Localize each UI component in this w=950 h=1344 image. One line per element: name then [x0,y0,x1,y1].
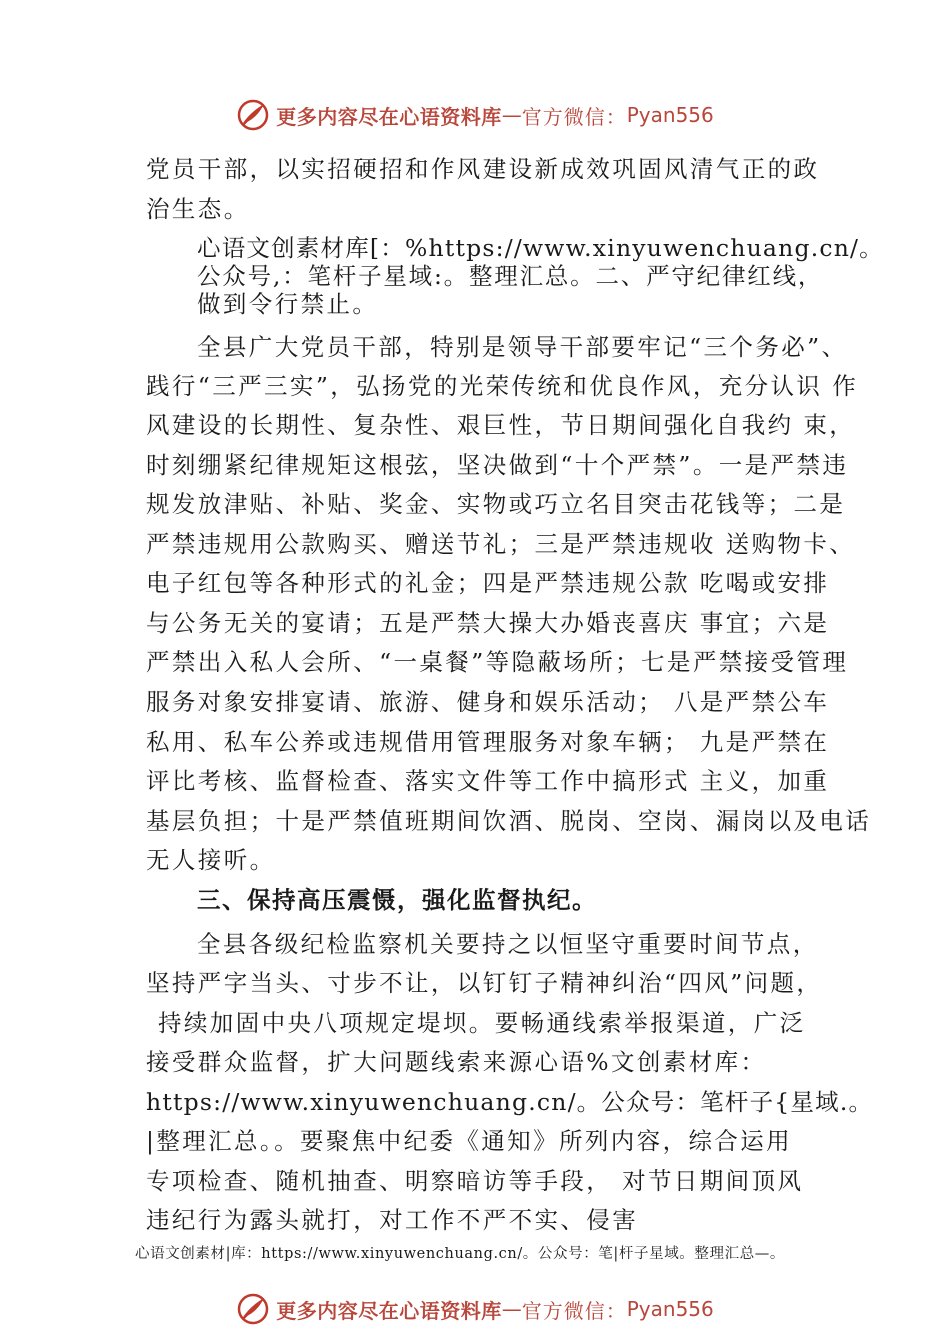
watermark-brand: 更多内容尽在心语资料库 [276,1298,502,1323]
watermark-wechat-id: Pyan556 [626,103,714,127]
body-line: 党员干部，以实招硬招和作风建设新成效巩固风清气正的政 [146,155,820,183]
body-line: 电子红包等各种形式的礼金；四是严禁违规公款 吃喝或安排 [146,569,830,597]
body-line: 持续加固中央八项规定堤坝。要畅通线索举报渠道，广泛 [158,1009,806,1037]
body-line: 全县广大党员干部，特别是领导干部要牢记“三个务必”、 [197,333,848,361]
body-line: 坚持严字当头、寸步不让，以钉钉子精神纠治“四风”问题， [146,969,823,997]
body-line: 治生态。 [146,195,250,223]
quill-logo-icon [236,1292,270,1326]
body-line: 公众号,：笔杆子星域:。整理汇总。二、严守纪律红线， [197,262,824,290]
body-line: 践行“三严三实”，弘扬党的光荣传统和优良作风，充分认识 作 [146,372,859,400]
body-line: 与公务无关的宴请；五是严禁大操大办婚丧喜庆 事宜；六是 [146,609,830,637]
body-line: 接受群众监督，扩大问题线索来源心语%文创素材库： [146,1048,767,1076]
footer-source-note: 心语文创素材|库：https://www.xinyuwenchuang.cn/。公众号：笔|杆子星域。整理汇总—。 [135,1246,785,1262]
body-line: 严禁违规用公款购买、赠送节礼；三是严禁违规收 送购物卡、 [146,530,856,558]
header-watermark [0,93,950,137]
body-line: 心语文创素材库[：%https://www.xinyuwenchuang.cn/。 [197,234,884,262]
body-line: 规发放津贴、补贴、奖金、实物或巧立名目突击花钱等；二是 [146,490,846,518]
body-line: |整理汇总。。要聚焦中纪委《通知》所列内容，综合运用 [146,1127,793,1155]
footer-watermark [0,1287,950,1331]
watermark-wechat-label: 官方微信： [521,1298,627,1323]
watermark-wechat-id: Pyan556 [626,1297,714,1321]
watermark-wechat-label: 官方微信： [521,104,627,129]
body-line: 严禁出入私人会所、“一桌餐”等隐蔽场所；七是严禁接受管理 [146,648,849,676]
watermark-separator: — [501,103,522,127]
body-line: https://www.xinyuwenchuang.cn/。公众号：笔杆子{星域.。 [146,1088,874,1116]
body-line: 评比考核、监督检查、落实文件等工作中搞形式 主义，加重 [146,767,830,795]
body-line: 私用、私车公养或违规借用管理服务对象车辆； 九是严禁在 [146,728,830,756]
body-line: 时刻绷紧纪律规矩这根弦，坚决做到“十个严禁”。一是严禁违 [146,451,849,479]
body-line: 专项检查、随机抽查、明察暗访等手段， 对节日期间顶风 [146,1167,804,1195]
watermark-brand: 更多内容尽在心语资料库 [276,104,502,129]
body-line: 基层负担；十是严禁值班期间饮酒、脱岗、空岗、漏岗以及电话 [146,807,872,835]
section-heading: 三、保持高压震慑，强化监督执纪。 [197,886,597,914]
body-line: 风建设的长期性、复杂性、艰巨性，节日期间强化自我约 束， [146,411,856,439]
body-line: 全县各级纪检监察机关要持之以恒坚守重要时间节点， [197,930,819,958]
watermark-separator: — [501,1297,522,1321]
body-line: 无人接听。 [146,846,276,874]
body-line: 做到令行禁止。 [197,290,379,318]
quill-logo-icon [236,98,270,132]
body-line: 违纪行为露头就打，对工作不严不实、侵害 [146,1206,639,1234]
body-line: 服务对象安排宴请、旅游、健身和娱乐活动； 八是严禁公车 [146,688,830,716]
